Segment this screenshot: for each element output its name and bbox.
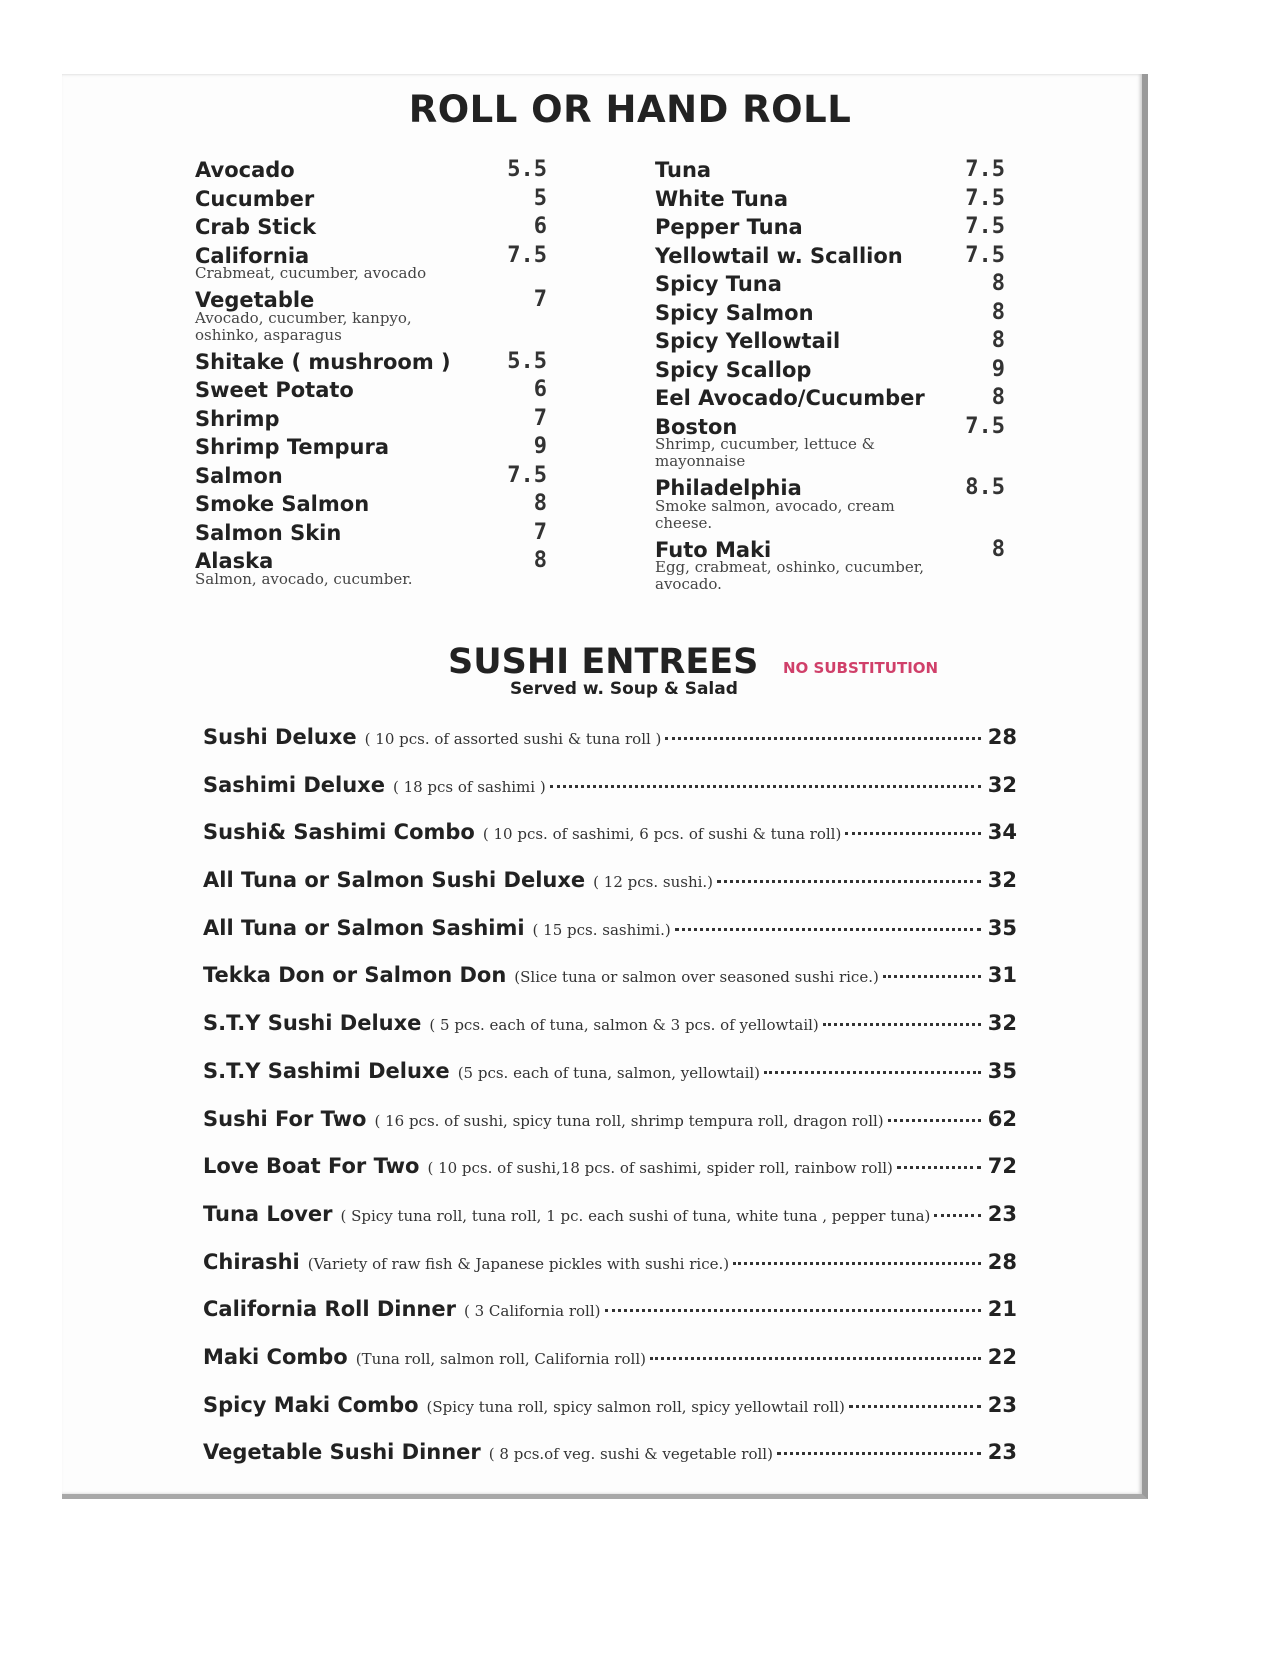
roll-name: Smoke Salmon — [195, 492, 370, 516]
entree-name: Vegetable Sushi Dinner — [203, 1440, 481, 1465]
roll-price: 7.5 — [507, 242, 547, 268]
dot-leader — [897, 1166, 981, 1169]
entree-price: 28 — [987, 1249, 1017, 1274]
roll-description: Crabmeat, cucumber, avocado — [195, 264, 427, 282]
entree-description: (5 pcs. each of tuna, salmon, yellowtail) — [457, 1063, 761, 1082]
entree-name: Sushi& Sashimi Combo — [203, 820, 475, 845]
roll-price: 8 — [533, 491, 547, 516]
roll-name: Shitake ( mushroom ) — [195, 349, 451, 374]
dot-leader — [650, 1357, 981, 1360]
roll-price: 8 — [991, 299, 1005, 325]
dot-leader — [823, 1023, 981, 1026]
entree-description: ( 3 California roll) — [463, 1302, 601, 1321]
entree-description: (Spicy tuna roll, spicy salmon roll, spicy yellowtail roll) — [426, 1397, 845, 1416]
dot-leader — [845, 832, 981, 835]
roll-name: Yellowtail w. Scallion — [655, 243, 903, 268]
entree-name: S.T.Y Sashimi Deluxe — [203, 1058, 450, 1083]
roll-name: Cucumber — [195, 186, 315, 211]
entree-description: (Slice tuna or salmon over seasoned sushi rice.) — [514, 968, 879, 987]
entrees-title: SUSHI ENTREES — [448, 642, 759, 682]
entree-description: (Tuna roll, salmon roll, California roll) — [355, 1349, 646, 1368]
entree-item — [203, 1435, 1017, 1483]
entree-description: (Variety of raw fish & Japanese pickles with sushi rice.) — [307, 1254, 730, 1273]
roll-name: Philadelphia — [655, 476, 802, 500]
dot-leader — [717, 880, 981, 883]
roll-price: 7.5 — [965, 157, 1005, 182]
roll-name: Boston — [655, 414, 738, 439]
entree-price: 35 — [987, 1058, 1017, 1083]
roll-price: 7.5 — [965, 185, 1005, 211]
roll-name: Crab Stick — [195, 215, 317, 239]
entree-price: 62 — [987, 1106, 1017, 1131]
roll-price: 7 — [533, 519, 547, 545]
entree-name: Tuna Lover — [203, 1201, 333, 1226]
roll-name: Salmon Skin — [195, 520, 342, 545]
roll-item — [195, 348, 547, 377]
entree-price: 32 — [987, 1011, 1017, 1036]
entree-price: 32 — [987, 868, 1017, 893]
roll-item — [195, 462, 547, 491]
entree-item — [203, 1292, 1017, 1340]
entree-item — [203, 958, 1017, 1006]
roll-name: Salmon — [195, 463, 283, 488]
dot-leader — [605, 1309, 982, 1312]
roll-name: Spicy Yellowtail — [655, 329, 841, 353]
entree-description: ( 10 pcs. of assorted sushi & tuna roll ) — [364, 730, 662, 748]
roll-description: Avocado, cucumber, kanpyo, oshinko, asparagus — [195, 308, 412, 344]
roll-name: Shrimp — [195, 406, 280, 431]
roll-price: 9 — [533, 434, 547, 459]
roll-item — [195, 156, 547, 185]
roll-name: Alaska — [195, 549, 274, 573]
entrees-note: NO SUBSTITUTION — [783, 659, 939, 677]
entree-item — [203, 863, 1017, 911]
roll-item — [655, 356, 1005, 385]
roll-price: 9 — [991, 356, 1005, 382]
dot-leader — [550, 785, 981, 788]
dot-leader — [764, 1071, 981, 1074]
roll-item — [195, 185, 547, 214]
entree-price: 35 — [987, 915, 1017, 940]
roll-description: Smoke salmon, avocado, cream cheese. — [655, 496, 895, 532]
roll-description: Salmon, avocado, cucumber. — [195, 569, 413, 588]
roll-name: Eel Avocado/Cucumber — [655, 386, 925, 410]
entree-name: S.T.Y Sushi Deluxe — [203, 1011, 422, 1036]
roll-item — [655, 242, 1005, 271]
rolls-left-column — [195, 156, 547, 592]
dot-leader — [934, 1214, 981, 1217]
entree-item — [203, 1388, 1017, 1436]
entree-item — [203, 1102, 1017, 1150]
roll-name: Spicy Salmon — [655, 300, 814, 325]
roll-price: 8 — [533, 548, 547, 573]
entree-price: 23 — [987, 1392, 1017, 1417]
entree-name: Spicy Maki Combo — [203, 1392, 419, 1417]
roll-name: White Tuna — [655, 186, 788, 211]
entree-description: ( 15 pcs. sashimi.) — [532, 920, 671, 939]
roll-price: 8 — [991, 385, 1005, 410]
entree-price: 34 — [987, 820, 1017, 845]
roll-price: 8 — [991, 271, 1005, 296]
entree-description: ( Spicy tuna roll, tuna roll, 1 pc. each sushi of tuna, white tuna , pepper tuna) — [340, 1206, 931, 1225]
roll-price: 7.5 — [965, 242, 1005, 268]
entree-item — [203, 1245, 1017, 1293]
roll-price: 6 — [533, 377, 547, 402]
roll-name: Shrimp Tempura — [195, 435, 390, 459]
entree-description: ( 8 pcs.of veg. sushi & vegetable roll) — [488, 1445, 773, 1464]
entree-description: ( 18 pcs of sashimi ) — [392, 777, 546, 796]
roll-name: Spicy Tuna — [655, 272, 782, 296]
entree-description: ( 5 pcs. each of tuna, salmon & 3 pcs. of yellowtail) — [429, 1016, 819, 1035]
roll-price: 5.5 — [507, 348, 547, 374]
roll-name: Futo Maki — [655, 537, 772, 562]
entree-item — [203, 1054, 1017, 1102]
entree-name: Chirashi — [203, 1249, 300, 1274]
roll-item — [655, 270, 1005, 299]
dot-leader — [883, 975, 981, 978]
entree-price: 21 — [987, 1297, 1017, 1322]
entree-description: ( 12 pcs. sushi.) — [593, 873, 714, 892]
roll-item — [195, 490, 547, 519]
entree-name: Sushi For Two — [203, 1106, 367, 1131]
roll-name: Tuna — [655, 158, 712, 182]
roll-description: Egg, crabmeat, oshinko, cucumber, avocado. — [655, 558, 925, 593]
roll-item — [655, 213, 1005, 242]
roll-name: Sweet Potato — [195, 378, 354, 402]
entree-name: Tekka Don or Salmon Don — [203, 963, 507, 988]
roll-price: 5.5 — [507, 157, 547, 182]
roll-item — [655, 185, 1005, 214]
roll-name: Spicy Scallop — [655, 357, 812, 382]
roll-price: 7 — [533, 287, 547, 312]
dot-leader — [665, 737, 981, 740]
dot-leader — [675, 928, 981, 931]
entree-description: ( 16 pcs. of sushi, spicy tuna roll, shrimp tempura roll, dragon roll) — [374, 1111, 884, 1130]
roll-item — [655, 327, 1005, 356]
roll-price: 6 — [533, 214, 547, 239]
entree-item — [203, 1006, 1017, 1054]
roll-item — [195, 405, 547, 434]
entree-description: ( 10 pcs. of sashimi, 6 pcs. of sushi & tuna roll) — [482, 825, 842, 844]
roll-price: 7.5 — [965, 214, 1005, 239]
roll-name: California — [195, 243, 310, 268]
dot-leader — [888, 1119, 981, 1122]
entree-item — [203, 1197, 1017, 1245]
roll-item — [655, 156, 1005, 185]
roll-item — [195, 376, 547, 405]
entree-name: All Tuna or Salmon Sashimi — [203, 915, 525, 940]
roll-name: Pepper Tuna — [655, 215, 803, 239]
roll-price: 5 — [533, 185, 547, 211]
rolls-right-column — [655, 156, 1005, 597]
roll-item — [195, 433, 547, 462]
entrees-subtitle: Served w. Soup & Salad — [510, 679, 738, 699]
rolls-title: ROLL OR HAND ROLL — [408, 88, 852, 131]
roll-item — [655, 384, 1005, 413]
roll-item — [655, 299, 1005, 328]
entree-name: California Roll Dinner — [203, 1297, 456, 1322]
roll-price: 7.5 — [965, 413, 1005, 439]
roll-price: 8 — [991, 536, 1005, 562]
dot-leader — [849, 1405, 981, 1408]
entree-item — [203, 1340, 1017, 1388]
entree-item — [203, 768, 1017, 816]
entree-name: Sushi Deluxe — [203, 725, 357, 749]
roll-item — [195, 519, 547, 548]
entree-item — [203, 1149, 1017, 1197]
entree-price: 23 — [987, 1201, 1017, 1226]
entree-price: 28 — [987, 725, 1017, 749]
roll-name: Avocado — [195, 158, 295, 182]
entree-price: 22 — [987, 1344, 1017, 1369]
entree-price: 72 — [987, 1154, 1017, 1179]
roll-price: 7 — [533, 405, 547, 431]
entree-price: 23 — [987, 1440, 1017, 1465]
entree-item — [203, 815, 1017, 863]
roll-name: Vegetable — [195, 288, 315, 312]
roll-price: 7.5 — [507, 462, 547, 488]
entree-price: 32 — [987, 772, 1017, 797]
roll-description: Shrimp, cucumber, lettuce & mayonnaise — [655, 435, 875, 470]
roll-price: 8 — [991, 328, 1005, 353]
dot-leader — [777, 1452, 981, 1455]
entree-description: ( 10 pcs. of sushi,18 pcs. of sashimi, spider roll, rainbow roll) — [427, 1159, 893, 1178]
roll-item — [195, 213, 547, 242]
dot-leader — [733, 1262, 981, 1265]
entree-item — [203, 720, 1017, 768]
entree-name: All Tuna or Salmon Sushi Deluxe — [203, 868, 586, 893]
entree-name: Love Boat For Two — [203, 1154, 420, 1179]
entree-name: Sashimi Deluxe — [203, 772, 385, 797]
entrees-list — [203, 720, 1017, 1483]
entree-item — [203, 911, 1017, 959]
entree-price: 31 — [987, 963, 1017, 988]
roll-price: 8.5 — [965, 475, 1005, 500]
entree-name: Maki Combo — [203, 1344, 348, 1369]
